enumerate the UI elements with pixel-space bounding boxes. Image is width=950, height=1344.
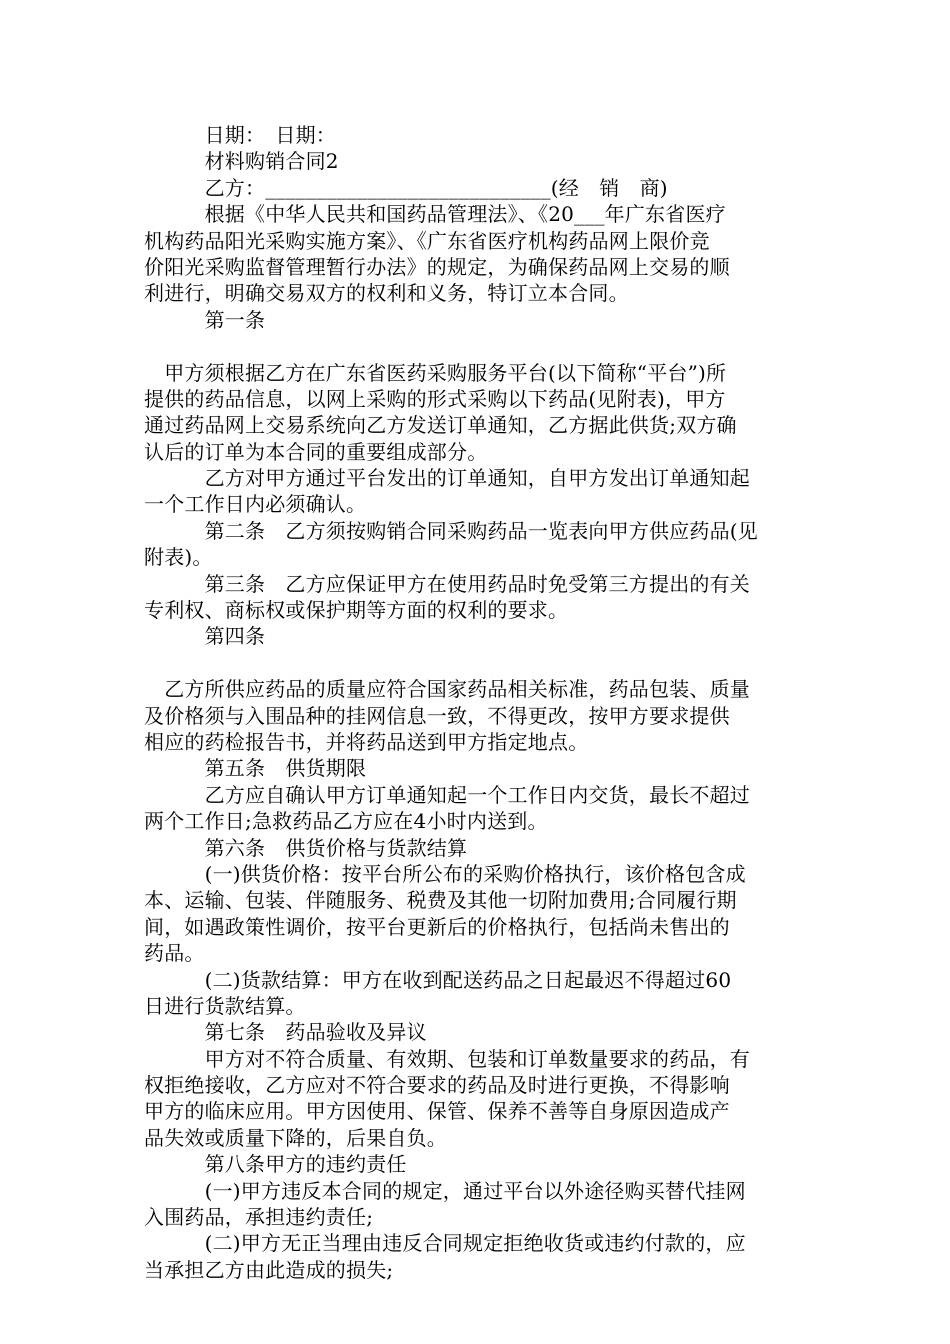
- text-line: 第六条 供货价格与货款结算: [144, 835, 468, 860]
- text-line: 甲方须根据乙方在广东省医药采购服务平台(以下简称“平台”)所: [144, 360, 727, 385]
- text-line: 价阳光采购监督管理暂行办法》的规定，为确保药品网上交易的顺: [144, 254, 730, 279]
- text-line: 通过药品网上交易系统向乙方发送订单通知，乙方据此供货;双方确: [144, 413, 737, 438]
- text-line: 机构药品阳光采购实施方案》、《广东省医疗机构药品网上限价竞: [144, 228, 710, 253]
- text-line: 品失效或质量下降的，后果自负。: [144, 1125, 447, 1150]
- text-line: 日进行货款结算。: [144, 993, 306, 1018]
- blank-line: [144, 333, 806, 359]
- text-line: 根据《中华人民共和国药品管理法》、《20___年广东省医疗: [144, 202, 726, 227]
- text-line: 第三条 乙方应保证甲方在使用药品时免受第三方提出的有关: [144, 571, 750, 596]
- text-line: 乙方所供应药品的质量应符合国家药品相关标准，药品包装、质量: [144, 677, 750, 702]
- text-line: 第一条: [144, 307, 266, 332]
- text-line: 提供的药品信息，以网上采购的形式采购以下药品(见附表)，甲方: [144, 386, 726, 411]
- text-line: 两个工作日;急救药品乙方应在4小时内送到。: [144, 809, 548, 834]
- text-line: (二)货款结算：甲方在收到配送药品之日起最迟不得超过60: [144, 967, 732, 992]
- text-line: 认后的订单为本合同的重要组成部分。: [144, 439, 488, 464]
- text-line: (一)甲方违反本合同的规定，通过平台以外途径购买替代挂网: [144, 1178, 746, 1203]
- text-line: 专利权、商标权或保护期等方面的权利的要求。: [144, 598, 569, 623]
- text-line: 甲方对不符合质量、有效期、包装和订单数量要求的药品，有: [144, 1046, 750, 1071]
- text-line: (一)供货价格：按平台所公布的采购价格执行，该价格包含成: [144, 861, 746, 886]
- text-line: 入围药品，承担违约责任;: [144, 1205, 374, 1230]
- text-line: 当承担乙方由此造成的损失;: [144, 1257, 394, 1282]
- contract-body: [144, 122, 806, 1283]
- text-line: 附表)。: [144, 545, 213, 570]
- text-line: 第七条 药品验收及异议: [144, 1020, 427, 1045]
- text-line: 材料购销合同2: [144, 149, 339, 174]
- text-line: 乙方对甲方通过平台发出的订单通知，自甲方发出订单通知起: [144, 466, 750, 491]
- text-line: 间，如遇政策性调价，按平台更新后的价格执行，包括尚未售出的: [144, 914, 730, 939]
- text-line: 相应的药检报告书，并将药品送到甲方指定地点。: [144, 729, 589, 754]
- text-line: 权拒绝接收，乙方应对不符合要求的药品及时进行更换，不得影响: [144, 1073, 730, 1098]
- text-line: 利进行，明确交易双方的权利和义务，特订立本合同。: [144, 281, 629, 306]
- text-line: (二)甲方无正当理由违反合同规定拒绝收货或违约付款的，应: [144, 1231, 746, 1256]
- text-line: 一个工作日内必须确认。: [144, 492, 367, 517]
- text-line: 乙方应自确认甲方订单通知起一个工作日内交货，最长不超过: [144, 782, 750, 807]
- text-line: 及价格须与入围品种的挂网信息一致，不得更改，按甲方要求提供: [144, 703, 730, 728]
- text-line: 第五条 供货期限: [144, 756, 367, 781]
- text-line: 第二条 乙方须按购销合同采购药品一览表向甲方供应药品(见: [144, 518, 759, 543]
- text-line: 日期： 日期：: [144, 123, 336, 147]
- blank-line: [144, 650, 806, 676]
- text-line: 第八条甲方的违约责任: [144, 1152, 407, 1177]
- text-line: 药品。: [144, 941, 205, 966]
- text-line: 第四条: [144, 624, 266, 649]
- text-line: 本、运输、包装、伴随服务、税费及其他一切附加费用;合同履行期: [144, 888, 737, 913]
- text-line: 甲方的临床应用。甲方因使用、保管、保养不善等自身原因造成产: [144, 1099, 730, 1124]
- text-line: 乙方：____________________________(经 销 商): [144, 175, 668, 200]
